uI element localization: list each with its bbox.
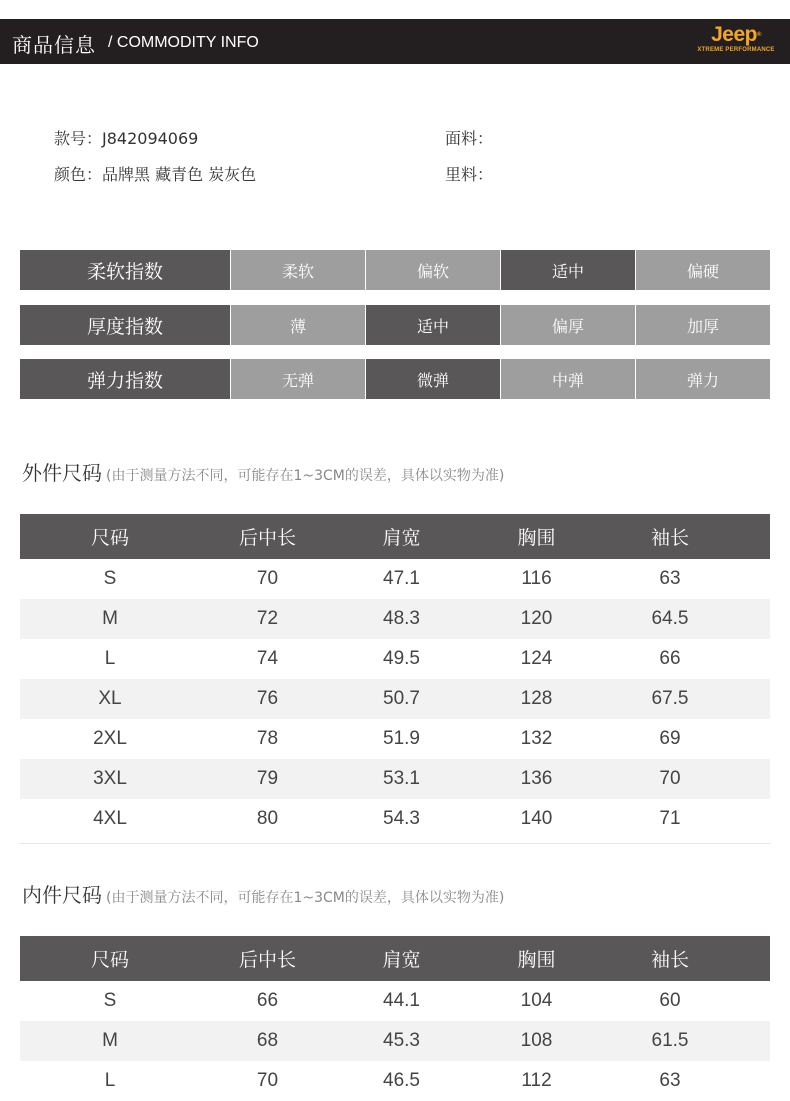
section-divider xyxy=(20,843,770,844)
table-cell: 78 xyxy=(256,728,279,749)
table-cell: 79 xyxy=(200,759,335,799)
column-header: 尺码 xyxy=(20,514,200,559)
logo-tagline: XTREME PERFORMANCE xyxy=(697,47,775,53)
inner-size-title xyxy=(22,879,504,908)
table-row xyxy=(20,1021,770,1061)
table-cell: 108 xyxy=(468,1021,605,1061)
table-cell: 49.5 xyxy=(383,648,420,669)
table-cell: 48.3 xyxy=(335,599,468,639)
thickness-index-row xyxy=(20,305,770,345)
table-cell: 50.7 xyxy=(335,679,468,719)
table-cell: 66 xyxy=(256,990,279,1011)
softness-option: 偏硬 xyxy=(635,250,770,290)
table-cell: 63 xyxy=(659,1070,681,1091)
softness-option-selected: 适中 xyxy=(500,250,635,290)
table-cell: 128 xyxy=(468,679,605,719)
table-cell: 71 xyxy=(659,808,681,829)
header-subtitle: / COMMODITY INFO xyxy=(108,34,259,51)
fabric-info: 面料： xyxy=(445,129,494,148)
table-cell: 66 xyxy=(659,648,681,669)
softness-option: 偏软 xyxy=(365,250,500,290)
table-cell: 120 xyxy=(468,599,605,639)
table-row xyxy=(20,759,770,799)
elasticity-option: 中弹 xyxy=(500,359,635,399)
table-cell: 60 xyxy=(659,990,681,1011)
color-options: 颜色：品牌黑 藏青色 炭灰色 xyxy=(54,165,257,184)
table-cell: 4XL xyxy=(93,808,127,829)
elasticity-index-label: 弹力指数 xyxy=(20,359,230,399)
logo-brand-text: Jeep xyxy=(711,23,757,46)
table-cell: 47.1 xyxy=(383,568,420,589)
inner-size-heading: 内件尺码 xyxy=(22,883,102,907)
table-cell: 70 xyxy=(256,568,279,589)
table-cell: 112 xyxy=(521,1070,552,1091)
table-cell: 116 xyxy=(521,568,552,589)
column-header: 肩宽 xyxy=(335,936,468,981)
table-cell: 51.9 xyxy=(383,728,420,749)
table-cell: 63 xyxy=(659,568,681,589)
thickness-option: 加厚 xyxy=(635,305,770,345)
table-cell: 104 xyxy=(520,990,553,1011)
column-header: 后中长 xyxy=(200,936,335,981)
column-header: 袖长 xyxy=(605,514,735,559)
table-cell: 76 xyxy=(200,679,335,719)
table-cell: L xyxy=(104,648,116,669)
inner-size-note: (由于测量方法不同，可能存在1~3CM的误差，具体以实物为准) xyxy=(106,890,505,906)
commodity-info-header xyxy=(0,19,790,64)
elasticity-index-row xyxy=(20,359,770,399)
column-header: 袖长 xyxy=(605,936,735,981)
table-cell: M xyxy=(20,599,200,639)
elasticity-option: 无弹 xyxy=(230,359,365,399)
table-row xyxy=(20,1061,770,1101)
table-cell: M xyxy=(20,1021,200,1061)
column-header: 胸围 xyxy=(468,514,605,559)
table-cell: 2XL xyxy=(93,728,127,749)
table-cell: 44.1 xyxy=(383,990,420,1011)
table-cell: 140 xyxy=(520,808,553,829)
table-cell: 67.5 xyxy=(605,679,735,719)
table-cell: 3XL xyxy=(20,759,200,799)
table-cell: 74 xyxy=(256,648,279,669)
table-cell: 132 xyxy=(520,728,553,749)
thickness-option: 偏厚 xyxy=(500,305,635,345)
table-cell: 80 xyxy=(256,808,279,829)
inner-size-table xyxy=(20,936,770,1101)
table-row xyxy=(20,639,770,679)
table-cell: 124 xyxy=(520,648,553,669)
column-header: 肩宽 xyxy=(335,514,468,559)
table-header-row xyxy=(20,936,770,981)
table-row xyxy=(20,679,770,719)
table-cell: 61.5 xyxy=(605,1021,735,1061)
thickness-option-selected: 适中 xyxy=(365,305,500,345)
elasticity-option-selected: 微弹 xyxy=(365,359,500,399)
table-cell: S xyxy=(103,568,117,589)
outer-size-table xyxy=(20,514,770,839)
column-header: 后中长 xyxy=(200,514,335,559)
table-cell: 69 xyxy=(659,728,681,749)
logo-registered-mark: ® xyxy=(756,32,761,38)
lining-info: 里料： xyxy=(445,165,494,184)
table-cell: L xyxy=(104,1070,116,1091)
table-row xyxy=(20,719,770,759)
column-header: 尺码 xyxy=(20,936,200,981)
thickness-option: 薄 xyxy=(230,305,365,345)
softness-index-row xyxy=(20,250,770,290)
table-row xyxy=(20,981,770,1021)
table-row xyxy=(20,799,770,839)
softness-option: 柔软 xyxy=(230,250,365,290)
table-row xyxy=(20,559,770,599)
elasticity-option: 弹力 xyxy=(635,359,770,399)
table-header-row xyxy=(20,514,770,559)
table-cell: 54.3 xyxy=(383,808,420,829)
table-cell: S xyxy=(103,990,117,1011)
table-cell: 68 xyxy=(200,1021,335,1061)
table-cell: 70 xyxy=(256,1070,279,1091)
style-number: 款号：J842094069 xyxy=(54,129,199,148)
header-title: 商品信息 xyxy=(12,33,96,57)
table-cell: 136 xyxy=(468,759,605,799)
jeep-logo xyxy=(694,24,778,60)
table-row xyxy=(20,599,770,639)
outer-size-title xyxy=(22,457,504,486)
table-cell: 46.5 xyxy=(383,1070,420,1091)
outer-size-heading: 外件尺码 xyxy=(22,461,102,485)
table-cell: 45.3 xyxy=(335,1021,468,1061)
table-cell: XL xyxy=(20,679,200,719)
outer-size-note: (由于测量方法不同，可能存在1~3CM的误差，具体以实物为准) xyxy=(106,468,505,484)
table-cell: 53.1 xyxy=(335,759,468,799)
softness-index-label: 柔软指数 xyxy=(20,250,230,290)
table-cell: 64.5 xyxy=(605,599,735,639)
thickness-index-label: 厚度指数 xyxy=(20,305,230,345)
table-cell: 72 xyxy=(200,599,335,639)
table-cell: 70 xyxy=(605,759,735,799)
column-header: 胸围 xyxy=(468,936,605,981)
